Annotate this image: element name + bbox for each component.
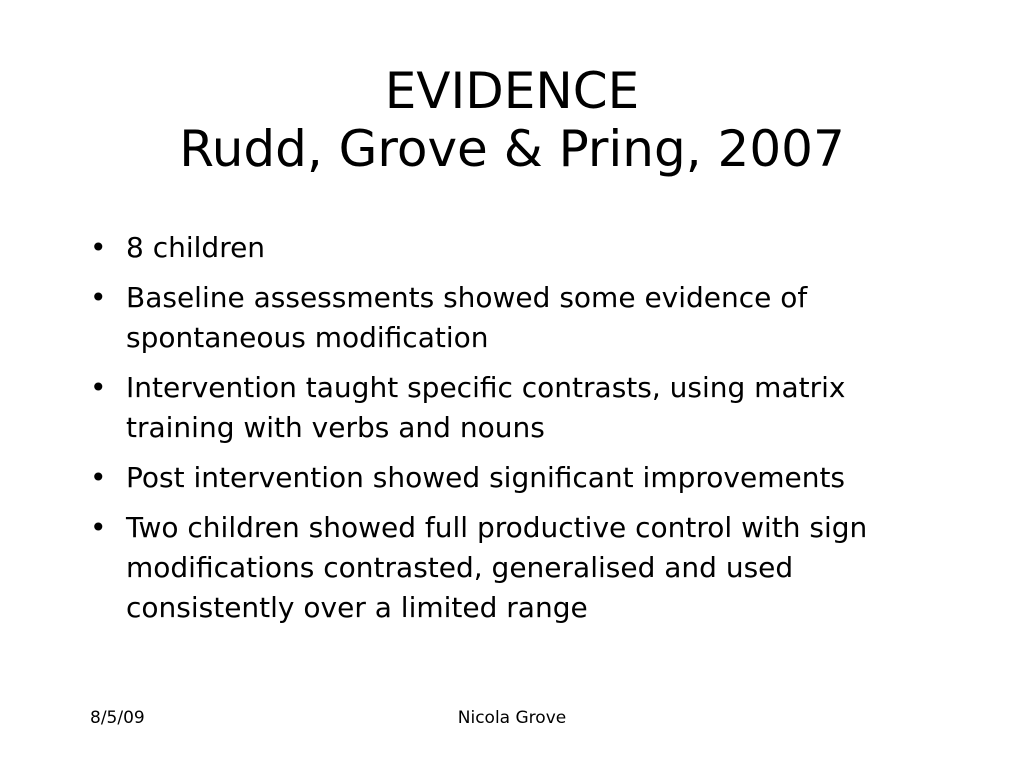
bullet-icon: • bbox=[90, 231, 107, 264]
bullet-icon: • bbox=[90, 371, 107, 404]
bullet-item bbox=[90, 228, 950, 268]
footer-author: Nicola Grove bbox=[457, 708, 567, 728]
slide-title bbox=[0, 62, 1024, 178]
bullet-item bbox=[90, 458, 950, 498]
footer-date: 8/5/09 bbox=[90, 708, 145, 728]
title-line-2: Rudd, Grove & Pring, 2007 bbox=[179, 120, 845, 178]
bullet-text: 8 children bbox=[126, 231, 266, 264]
bullet-icon: • bbox=[90, 461, 107, 494]
bullet-list bbox=[90, 228, 950, 638]
bullet-text: Post intervention showed significant improvements bbox=[126, 461, 846, 494]
bullet-icon: • bbox=[90, 511, 107, 544]
bullet-item bbox=[90, 368, 950, 448]
title-line-1: EVIDENCE bbox=[384, 62, 640, 120]
bullet-text: Two children showed full productive control with sign modifications contrasted, generalised and used consistently over a limited range bbox=[126, 511, 868, 624]
bullet-text: Baseline assessments showed some evidence of spontaneous modification bbox=[126, 281, 808, 354]
bullet-item bbox=[90, 278, 950, 358]
bullet-text: Intervention taught specific contrasts, using matrix training with verbs and nouns bbox=[126, 371, 846, 444]
bullet-item bbox=[90, 508, 950, 628]
bullet-icon: • bbox=[90, 281, 107, 314]
